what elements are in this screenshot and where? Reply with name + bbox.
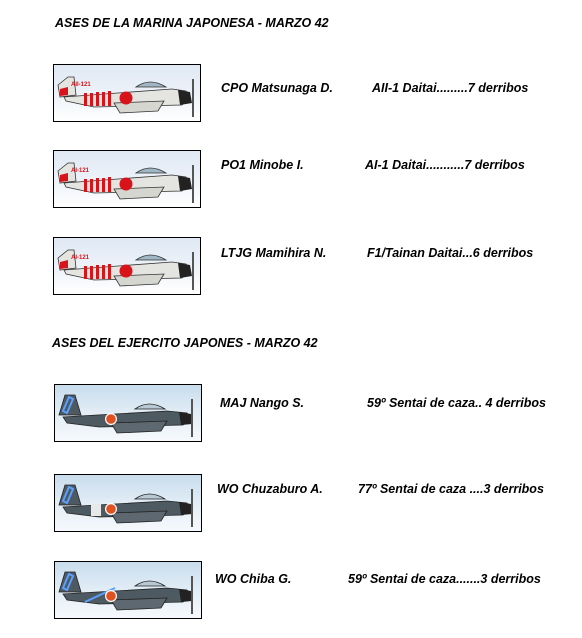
tail-code: AII-121 xyxy=(71,82,91,88)
pilot-name: WO Chuzaburo A. xyxy=(217,482,323,496)
tail-code: AI-121 xyxy=(71,168,90,174)
pilot-unit-score: 59º Sentai de caza.......3 derribos xyxy=(348,572,541,586)
aircraft-illustration xyxy=(53,64,201,122)
army-section-heading: ASES DEL EJERCITO JAPONES - MARZO 42 xyxy=(52,336,318,350)
aircraft-illustration xyxy=(53,237,201,295)
navy-section-heading: ASES DE LA MARINA JAPONESA - MARZO 42 xyxy=(55,16,329,30)
zero-fighter-icon xyxy=(54,151,200,207)
pilot-unit-score: AII-1 Daitai.........7 derribos xyxy=(372,81,529,95)
aircraft-illustration xyxy=(53,150,201,208)
oscar-fighter-icon xyxy=(55,385,201,441)
pilot-unit-score: 77º Sentai de caza ....3 derribos xyxy=(358,482,544,496)
zero-fighter-icon xyxy=(54,65,200,121)
aircraft-illustration xyxy=(54,384,202,442)
pilot-unit-score: AI-1 Daitai...........7 derribos xyxy=(365,158,525,172)
pilot-name: CPO Matsunaga D. xyxy=(221,81,333,95)
aircraft-illustration xyxy=(54,561,202,619)
pilot-name: MAJ Nango S. xyxy=(220,396,305,410)
aircraft-illustration xyxy=(54,474,202,532)
pilot-name: PO1 Minobe I. xyxy=(221,158,304,172)
pilot-unit-score: F1/Tainan Daitai...6 derribos xyxy=(367,246,534,260)
oscar-fighter-icon xyxy=(55,562,201,618)
pilot-unit-score: 59º Sentai de caza.. 4 derribos xyxy=(367,396,546,410)
oscar-fighter-icon xyxy=(55,475,201,531)
pilot-name: LTJG Mamihira N. xyxy=(221,246,327,260)
tail-code: AI-121 xyxy=(71,255,90,261)
zero-fighter-icon xyxy=(54,238,200,294)
pilot-name: WO Chiba G. xyxy=(215,572,292,586)
